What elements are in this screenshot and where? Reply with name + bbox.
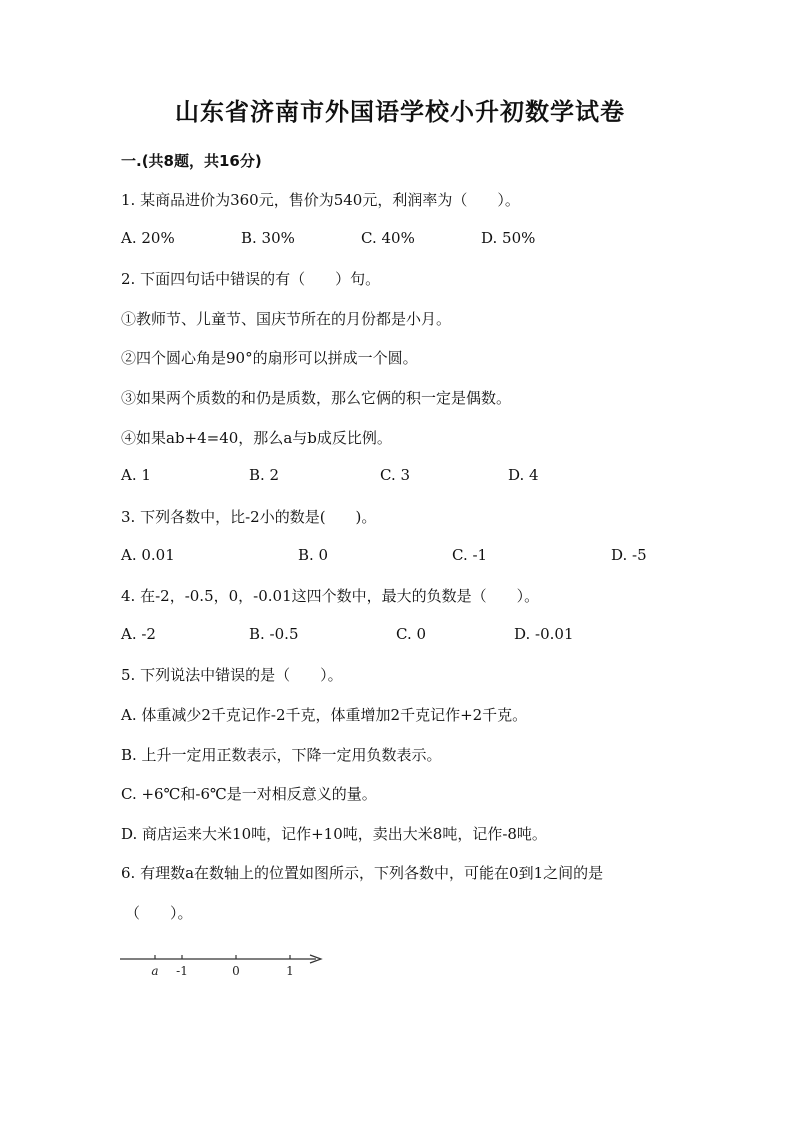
question-3-option-c: C. -1 [452, 546, 488, 564]
number-line-label: a [151, 964, 159, 978]
question-5-option-a: A. 体重减少2千克记作-2千克，体重增加2千克记作+2千克。 [121, 706, 528, 724]
question-1-option-c: C. 40% [361, 229, 415, 247]
page-title: 山东省济南市外国语学校小升初数学试卷 [175, 97, 625, 126]
question-4-option-a: A. -2 [121, 625, 156, 643]
question-2-option-b: B. 2 [249, 466, 280, 484]
number-line-label: 0 [232, 964, 240, 978]
question-5-option-d: D. 商店运来大米10吨，记作+10吨，卖出大米8吨，记作-8吨。 [121, 825, 547, 843]
number-line-figure [118, 945, 328, 985]
question-6-stem: 6. 有理数a在数轴上的位置如图所示，下列各数中，可能在0到1之间的是 [121, 864, 604, 882]
question-5-stem: 5. 下列说法中错误的是（ ）。 [121, 666, 343, 684]
question-5-option-c: C. +6℃和-6℃是一对相反意义的量。 [121, 785, 377, 803]
question-4-stem: 4. 在-2，-0.5，0，-0.01这四个数中，最大的负数是（ ）。 [121, 587, 540, 605]
question-4-option-d: D. -0.01 [514, 625, 574, 643]
question-1-option-b: B. 30% [241, 229, 295, 247]
question-1-option-a: A. 20% [121, 229, 175, 247]
section-heading: 一.(共8题，共16分) [121, 152, 262, 170]
question-2-option-c: C. 3 [380, 466, 411, 484]
question-3-stem: 3. 下列各数中，比-2小的数是( )。 [121, 508, 377, 526]
question-2-stem: 2. 下面四句话中错误的有（ ）句。 [121, 270, 381, 288]
question-2-option-d: D. 4 [508, 466, 539, 484]
question-6-stem-continued: （ ）。 [125, 904, 193, 922]
question-5-option-b: B. 上升一定用正数表示，下降一定用负数表示。 [121, 746, 442, 764]
question-2-statement-4: ④如果ab+4=40，那么a与b成反比例。 [121, 429, 392, 447]
question-4-option-c: C. 0 [396, 625, 427, 643]
question-4-option-b: B. -0.5 [249, 625, 299, 643]
number-line-label: 1 [286, 964, 294, 978]
number-line-label: -1 [176, 964, 188, 978]
question-3-option-b: B. 0 [298, 546, 329, 564]
question-1-option-d: D. 50% [481, 229, 536, 247]
question-3-option-d: D. -5 [611, 546, 647, 564]
question-1-stem: 1. 某商品进价为360元，售价为540元，利润率为（ ）。 [121, 191, 520, 209]
question-2-option-a: A. 1 [121, 466, 151, 484]
question-2-statement-2: ②四个圆心角是90°的扇形可以拼成一个圆。 [121, 349, 418, 367]
question-3-option-a: A. 0.01 [121, 546, 175, 564]
question-2-statement-3: ③如果两个质数的和仍是质数，那么它俩的积一定是偶数。 [121, 389, 512, 407]
question-2-statement-1: ①教师节、儿童节、国庆节所在的月份都是小月。 [121, 310, 452, 328]
